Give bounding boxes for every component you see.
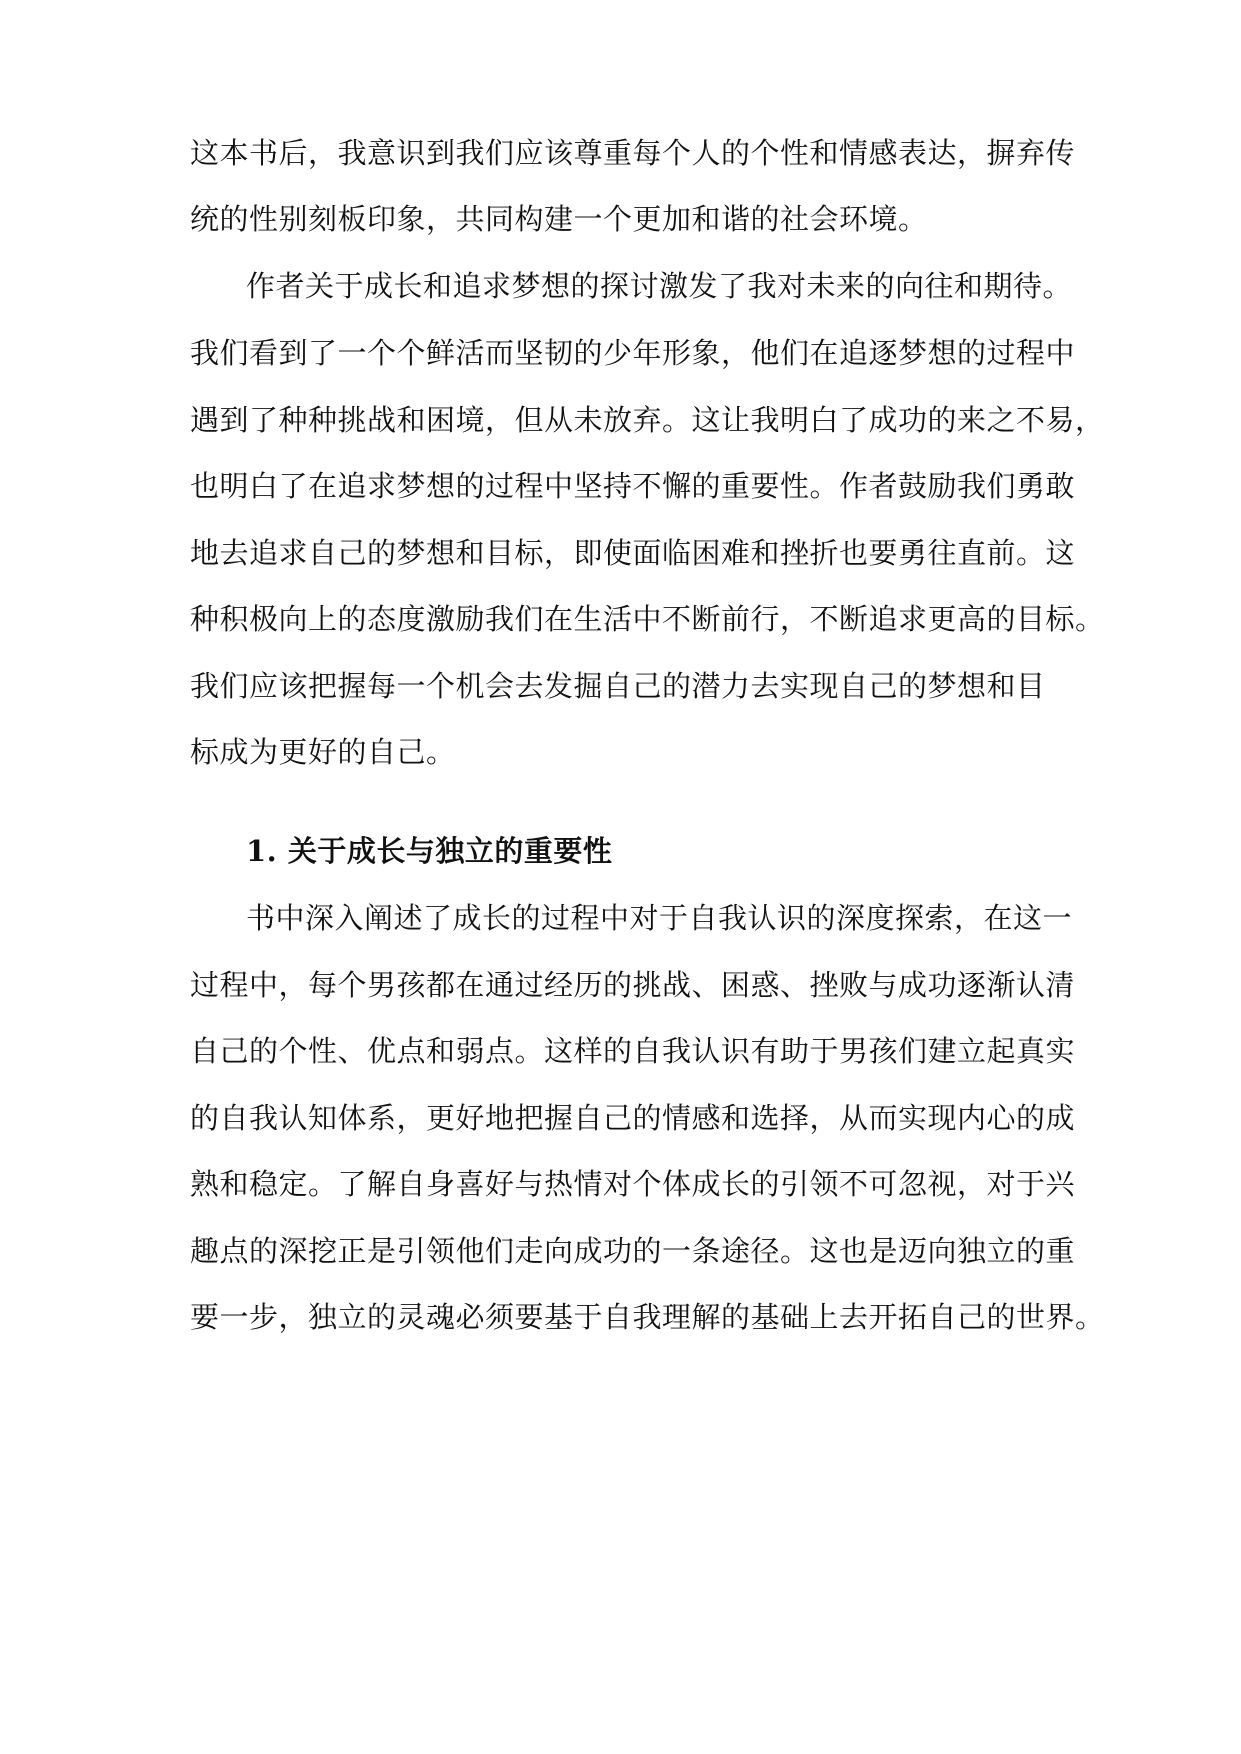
paragraph-3-line-3: 自己的个性、优点和弱点。这样的自我认识有助于男孩们建立起真实 bbox=[190, 1034, 1076, 1068]
paragraph-2-line-2: 我们看到了一个个鲜活而坚韧的少年形象，他们在追逐梦想的过程中 bbox=[190, 336, 1076, 370]
paragraph-3-line-5: 熟和稳定。了解自身喜好与热情对个体成长的引领不可忽视，对于兴 bbox=[190, 1167, 1076, 1201]
paragraph-1-line-1: 这本书后，我意识到我们应该尊重每个人的个性和情感表达，摒弃传 bbox=[190, 136, 1076, 170]
paragraph-3-line-1: 书中深入阐述了成长的过程中对于自我认识的深度探索，在这一 bbox=[246, 901, 1073, 935]
paragraph-3-line-4: 的自我认知体系，更好地把握自己的情感和选择，从而实现内心的成 bbox=[190, 1101, 1076, 1135]
paragraph-3-line-7: 要一步，独立的灵魂必须要基于自我理解的基础上去开拓自己的世界。 bbox=[190, 1300, 1105, 1334]
paragraph-2-line-6: 种积极向上的态度激励我们在生活中不断前行，不断追求更高的目标。 bbox=[190, 602, 1105, 636]
section-heading: 1. 关于成长与独立的重要性 bbox=[246, 834, 613, 868]
paragraph-2-line-7: 我们应该把握每一个机会去发掘自己的潜力去实现自己的梦想和目 bbox=[190, 669, 1046, 703]
paragraph-2-line-3: 遇到了种种挑战和困境，但从未放弃。这让我明白了成功的来之不易， bbox=[190, 403, 1105, 437]
paragraph-2-line-8: 标成为更好的自己。 bbox=[190, 735, 456, 769]
paragraph-3-line-2: 过程中，每个男孩都在通过经历的挑战、困惑、挫败与成功逐渐认清 bbox=[190, 968, 1076, 1002]
paragraph-3-line-6: 趣点的深挖正是引领他们走向成功的一条途径。这也是迈向独立的重 bbox=[190, 1234, 1076, 1268]
paragraph-1-line-2: 统的性别刻板印象，共同构建一个更加和谐的社会环境。 bbox=[190, 202, 928, 236]
paragraph-2-line-1: 作者关于成长和追求梦想的探讨激发了我对未来的向往和期待。 bbox=[246, 269, 1073, 303]
paragraph-2-line-4: 也明白了在追求梦想的过程中坚持不懈的重要性。作者鼓励我们勇敢 bbox=[190, 469, 1076, 503]
paragraph-2-line-5: 地去追求自己的梦想和目标，即使面临困难和挫折也要勇往直前。这 bbox=[190, 536, 1076, 570]
